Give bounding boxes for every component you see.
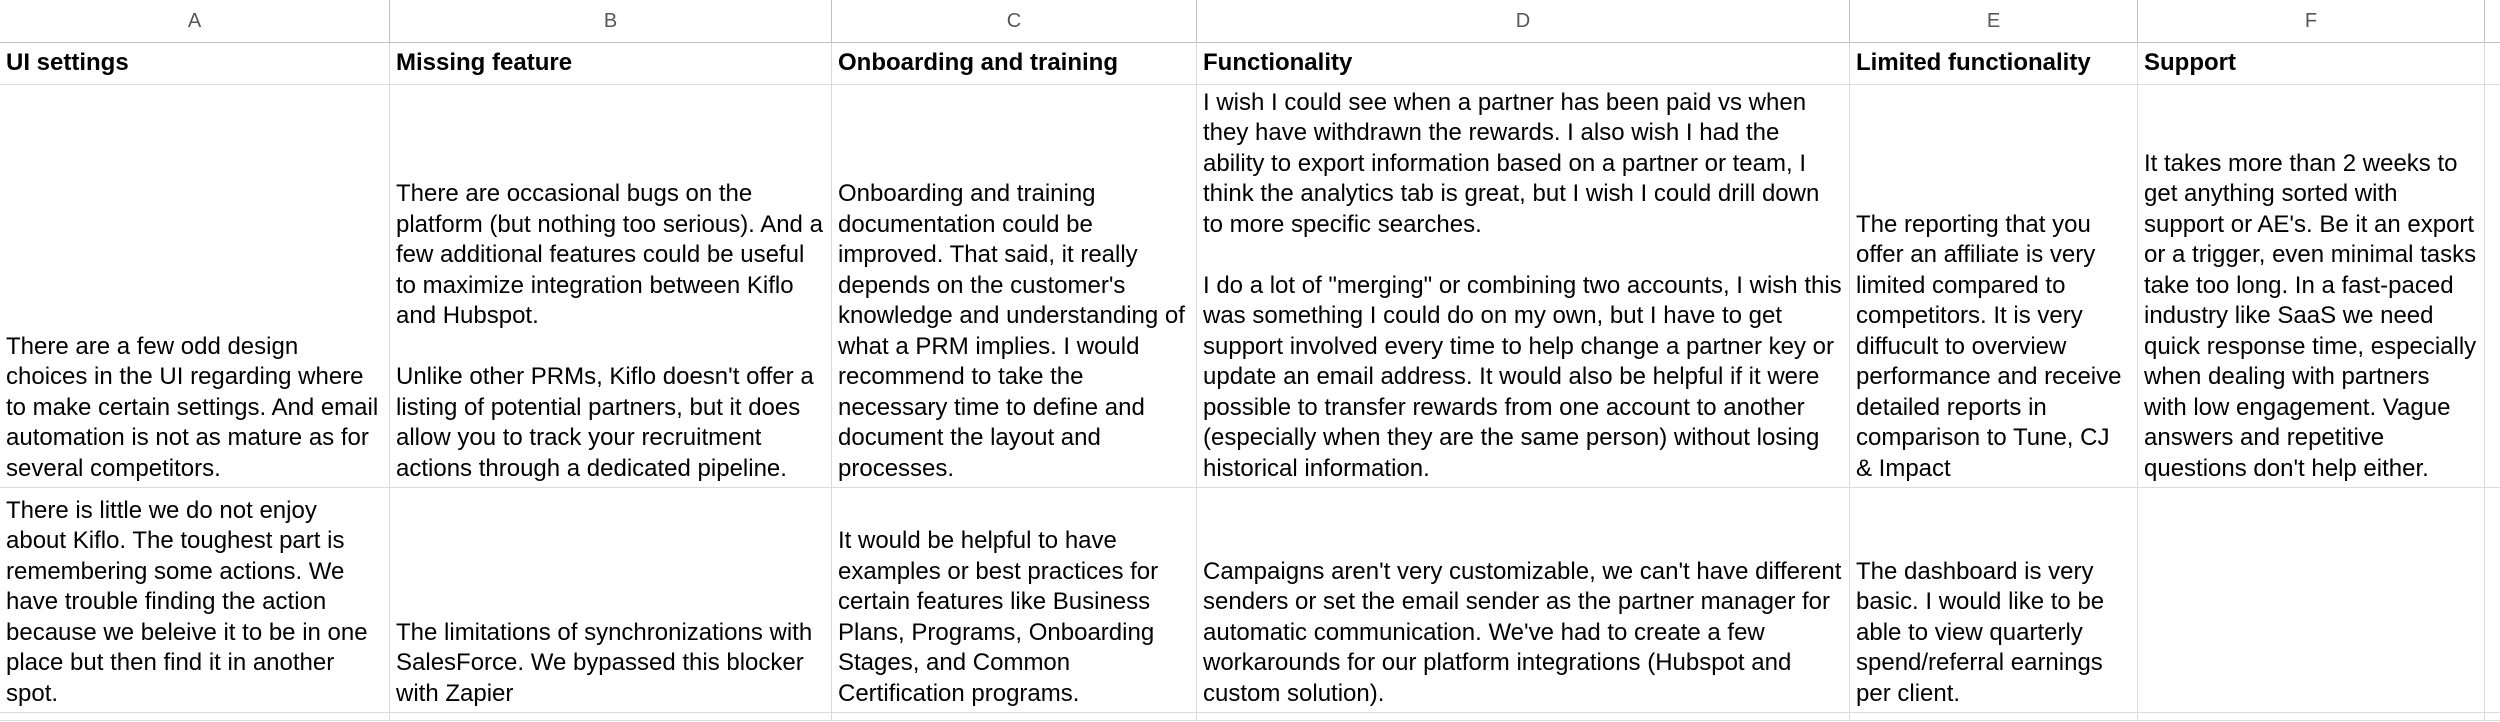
cell-g3[interactable] <box>2485 488 2500 712</box>
cell-text: The dashboard is very basic. I would like to be able to view quarterly spend/referral earnings per client. <box>1856 557 2111 707</box>
cell-g2[interactable] <box>2485 85 2500 487</box>
cell-text: UI settings <box>6 49 129 77</box>
cell-b2[interactable] <box>390 85 832 487</box>
cell-e3[interactable] <box>1850 488 2138 712</box>
cell-g1[interactable] <box>2485 43 2500 84</box>
cell-text: There is little we do not enjoy about Kiflo. The toughest part is remembering some actions. We have trouble finding the action because we beleive it to be in one place but then find it in another spot. <box>6 496 375 707</box>
cell-text: Onboarding and training documentation could be improved. That said, it really depends on the customer's knowledge and understanding of what a PRM implies. I would recommend to take the necessary time to define and document the layout and processes. <box>838 180 1192 482</box>
column-header-g-partial[interactable] <box>2485 0 2500 42</box>
cell-e2[interactable] <box>1850 85 2138 487</box>
cell-a1[interactable] <box>0 43 390 84</box>
cell-text: Support <box>2144 49 2236 77</box>
cell-b4[interactable] <box>390 713 832 720</box>
cell-f3[interactable] <box>2138 488 2485 712</box>
column-header-a[interactable]: A <box>0 0 390 42</box>
cell-text: The reporting that you offer an affiliate is very limited compared to competitors. It is very diffucult to overview performance and receive detailed reports in comparison to Tune, CJ & Impact <box>1856 210 2129 482</box>
column-header-f[interactable]: F <box>2138 0 2485 42</box>
cell-d3[interactable] <box>1197 488 1850 712</box>
cell-c4[interactable] <box>832 713 1197 720</box>
cell-text: I wish I could see when a partner has been paid vs when they have withdrawn the rewards. I also wish I had the ability to export information based on a partner or team, I think the analytics tab is great, but I wish I could drill down to more specific searches. I do a lot of "merging" or combining two accounts, I wish this was something I could do on my own, but I have to get support involved every time to help change a partner key or update an email address. It would also be helpful if it were possible to transfer rewards from one account to another (especially when they are the same person) without losing historical information. <box>1203 88 1842 482</box>
cell-f4[interactable] <box>2138 713 2485 720</box>
cell-text: It would be helpful to have examples or best practices for certain features like Business Plans, Programs, Onboarding Stages, and Common Certification programs. <box>838 527 1165 707</box>
column-header-e[interactable]: E <box>1850 0 2138 42</box>
cell-text: Campaigns aren't very customizable, we can't have different senders or set the email sender as the partner manager for automatic communication. We've had to create a few workarounds for our platform integrations (Hubspot and custom solution). <box>1203 557 1849 707</box>
header-row <box>0 43 2500 85</box>
cell-text: There are a few odd design choices in the UI regarding where to make certain settings. And email automation is not as mature as for several competitors. <box>6 332 385 482</box>
cell-b3[interactable] <box>390 488 832 712</box>
cell-d4[interactable] <box>1197 713 1850 720</box>
table-row-partial <box>0 713 2500 721</box>
cell-e4[interactable] <box>1850 713 2138 720</box>
cell-d2[interactable] <box>1197 85 1850 487</box>
cell-a3[interactable] <box>0 488 390 712</box>
table-row <box>0 488 2500 713</box>
cell-f2[interactable] <box>2138 85 2485 487</box>
cell-e1[interactable] <box>1850 43 2138 84</box>
cell-c2[interactable] <box>832 85 1197 487</box>
cell-text: It takes more than 2 weeks to get anything sorted with support or AE's. Be it an export or a trigger, even minimal tasks take too long. In a fast-paced industry like SaaS we need quick response time, especially when dealing with partners with low engagement. Vague answers and repetitive questions don't help either. <box>2144 149 2483 482</box>
column-header-d[interactable]: D <box>1197 0 1850 42</box>
cell-a4[interactable] <box>0 713 390 720</box>
cell-text: Functionality <box>1203 49 1353 77</box>
cell-text: The limitations of synchronizations with SalesForce. We bypassed this blocker with Zapier <box>396 618 819 707</box>
column-header-b[interactable]: B <box>390 0 832 42</box>
cell-c1[interactable] <box>832 43 1197 84</box>
cell-a2[interactable] <box>0 85 390 487</box>
cell-d1[interactable] <box>1197 43 1850 84</box>
cell-text: Onboarding and training <box>838 49 1118 77</box>
cell-text: Missing feature <box>396 49 573 77</box>
cell-c3[interactable] <box>832 488 1197 712</box>
cell-text: Limited functionality <box>1856 49 2091 77</box>
cell-b1[interactable] <box>390 43 832 84</box>
cell-f1[interactable] <box>2138 43 2485 84</box>
cell-g4[interactable] <box>2485 713 2500 720</box>
cell-text: There are occasional bugs on the platform (but nothing too serious). And a few additional features could be useful to maximize integration between Kiflo and Hubspot. Unlike other PRMs, Kiflo doesn't offer a listing of potential partners, but it does allow you to track your recruitment actions through a dedicated pipeline. <box>396 180 823 482</box>
column-header-bar <box>0 0 2500 43</box>
table-row <box>0 85 2500 488</box>
column-header-c[interactable]: C <box>832 0 1197 42</box>
